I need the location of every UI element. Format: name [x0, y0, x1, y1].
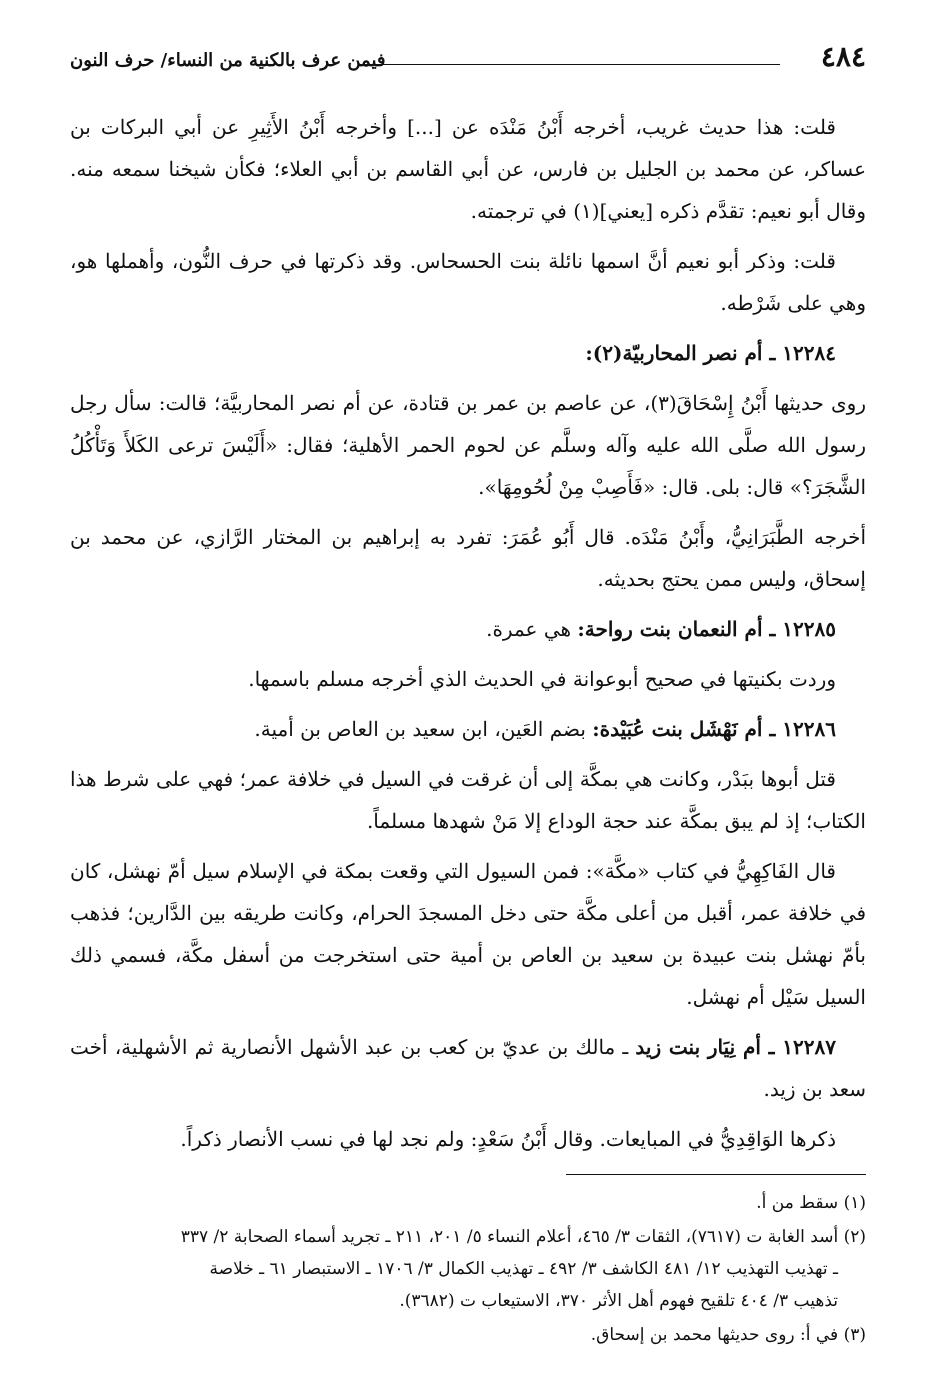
entry-heading-line [70, 608, 866, 650]
entry-heading: ١٢٢٨٤ ـ أم نصر المحاربيّة(٢): [585, 341, 836, 365]
entry-heading: ١٢٢٨٥ ـ أم النعمان بنت رواحة: [577, 617, 836, 641]
entry-heading-line [70, 1026, 866, 1110]
paragraph: قال الفَاكِهِيُّ في كتاب «مكَّة»: فمن السيول التي وقعت بمكة في الإسلام سيل أمّ نهشل، كان في خلافة عمر، أقبل من أعلى مكَّة حتى دخل المسجدَ الحرام، وكانت طريقه بين الدَّارين؛ فذهب بأمّ نهشل بنت عبيدة بن سعيد بن العاص بن أمية حتى استخرجت من أسفل مكَّة، فسمي ذلك السيل سَيْل أم نهشل. [70, 859, 866, 1009]
footnotes [70, 1187, 866, 1351]
paragraph: روى حديثها أَبْنُ إِسْحَاقَ(٣)، عن عاصم بن عمر بن قتادة، عن أم نصر المحاربيَّة؛ قالت: سأل رجل رسول الله صلَّى الله عليه وآله وسلَّم عن لحوم الحمر الأهلية؛ فقال: «أَلَيْسَ ترعى الكَلأَ وَتَأْكُلُ الشَّجَرَ؟» قال: بلى. قال: «فَأَصِبْ مِنْ لُحُومِهَا». [70, 391, 867, 499]
paragraph: وردت بكنيتها في صحيح أبوعوانة في الحديث الذي أخرجه مسلم باسمها. [248, 667, 836, 691]
running-title: فيمن عرف بالكنية من النساء/ حرف النون [70, 50, 386, 71]
entry-heading-line [70, 332, 866, 374]
paragraph: أخرجه الطَّبَرَانِيُّ، وأَبْنُ مَنْدَه. قال أَبُو عُمَرَ: تفرد به إبراهيم بن المختار الرَّازي، عن محمد بن إسحاق، وليس ممن يحتج بحديثه. [70, 525, 867, 591]
main-text [70, 106, 866, 1160]
entry-heading-text: بضم العَين، ابن سعيد بن العاص بن أمية. [254, 717, 593, 741]
footnote [70, 1187, 866, 1219]
header-rule [365, 64, 780, 65]
page-header [70, 40, 866, 80]
footnote-line: (١) سقط من أ. [756, 1193, 866, 1213]
entry-heading: ١٢٢٨٧ ـ أم نِيَار بنت زيد [635, 1035, 836, 1059]
book-page [70, 40, 867, 1345]
footnote [70, 1221, 866, 1317]
page-number: ٤٨٤ [820, 40, 866, 73]
footnote-rule [566, 1174, 866, 1175]
footnote [70, 1319, 866, 1351]
entry-heading: ١٢٢٨٦ ـ أم نَهْشَل بنت عُبَيْدة: [592, 717, 836, 741]
entry-heading-text: ـ مالك بن عديّ بن كعب بن عبد الأشهل الأنصارية ثم الأشهلية، أخت سعد بن زيد. [70, 1035, 866, 1101]
entry-heading-text: هي عمرة. [486, 617, 578, 641]
footnote-line: تذهيب ٣/ ٤٠٤ تلقيح فهوم أهل الأثر ٣٧٠، الاستيعاب ت (٣٦٨٢). [399, 1291, 838, 1311]
footnote-line: ـ تهذيب التهذيب ١٢/ ٤٨١ الكاشف ٣/ ٤٩٢ ـ تهذيب الكمال ٣/ ١٧٠٦ ـ الاستبصار ٦١ ـ خلاصة [209, 1259, 838, 1279]
footnote-line: (٣) في أ: روى حديثها محمد بن إسحاق. [590, 1325, 866, 1345]
entry-heading-line [70, 708, 866, 750]
paragraph: قتل أبوها ببَدْر، وكانت هي بمكَّة إلى أن غرقت في السيل في خلافة عمر؛ فهي على شرط هذا الكتاب؛ إذ لم يبق بمكَّة عند حجة الوداع إلا مَنْ شهدها مسلماً. [70, 767, 866, 833]
paragraph: قلت: وذكر أبو نعيم أنَّ اسمها نائلة بنت الحسحاس. وقد ذكرتها في حرف النُّون، وأهملها هو، وهي على شَرْطه. [70, 249, 866, 315]
footnote-line: (٢) أسد الغابة ت (٧٦١٧)، الثقات ٣/ ٤٦٥، أعلام النساء ٥/ ٢٠١، ٢١١ ـ تجريد أسماء الصحابة ٢/ ٣٣٧ [180, 1227, 866, 1247]
paragraph: ذكرها الوَاقِدِيُّ في المبايعات. وقال أَبْنُ سَعْدٍ: ولم نجد لها في نسب الأنصار ذكراً. [180, 1127, 836, 1151]
paragraph: قلت: هذا حديث غريب، أخرجه أَبْنُ مَنْدَه عن [...] وأخرجه أَبْنُ الأَثِيرِ عن أبي البركات بن عساكر، عن محمد بن الجليل بن فارس، عن أبي القاسم بن أبي العلاء؛ فكأن شيخنا سمعه منه. وقال أبو نعيم: تقدَّم ذكره [يعني](١) في ترجمته. [70, 115, 866, 223]
